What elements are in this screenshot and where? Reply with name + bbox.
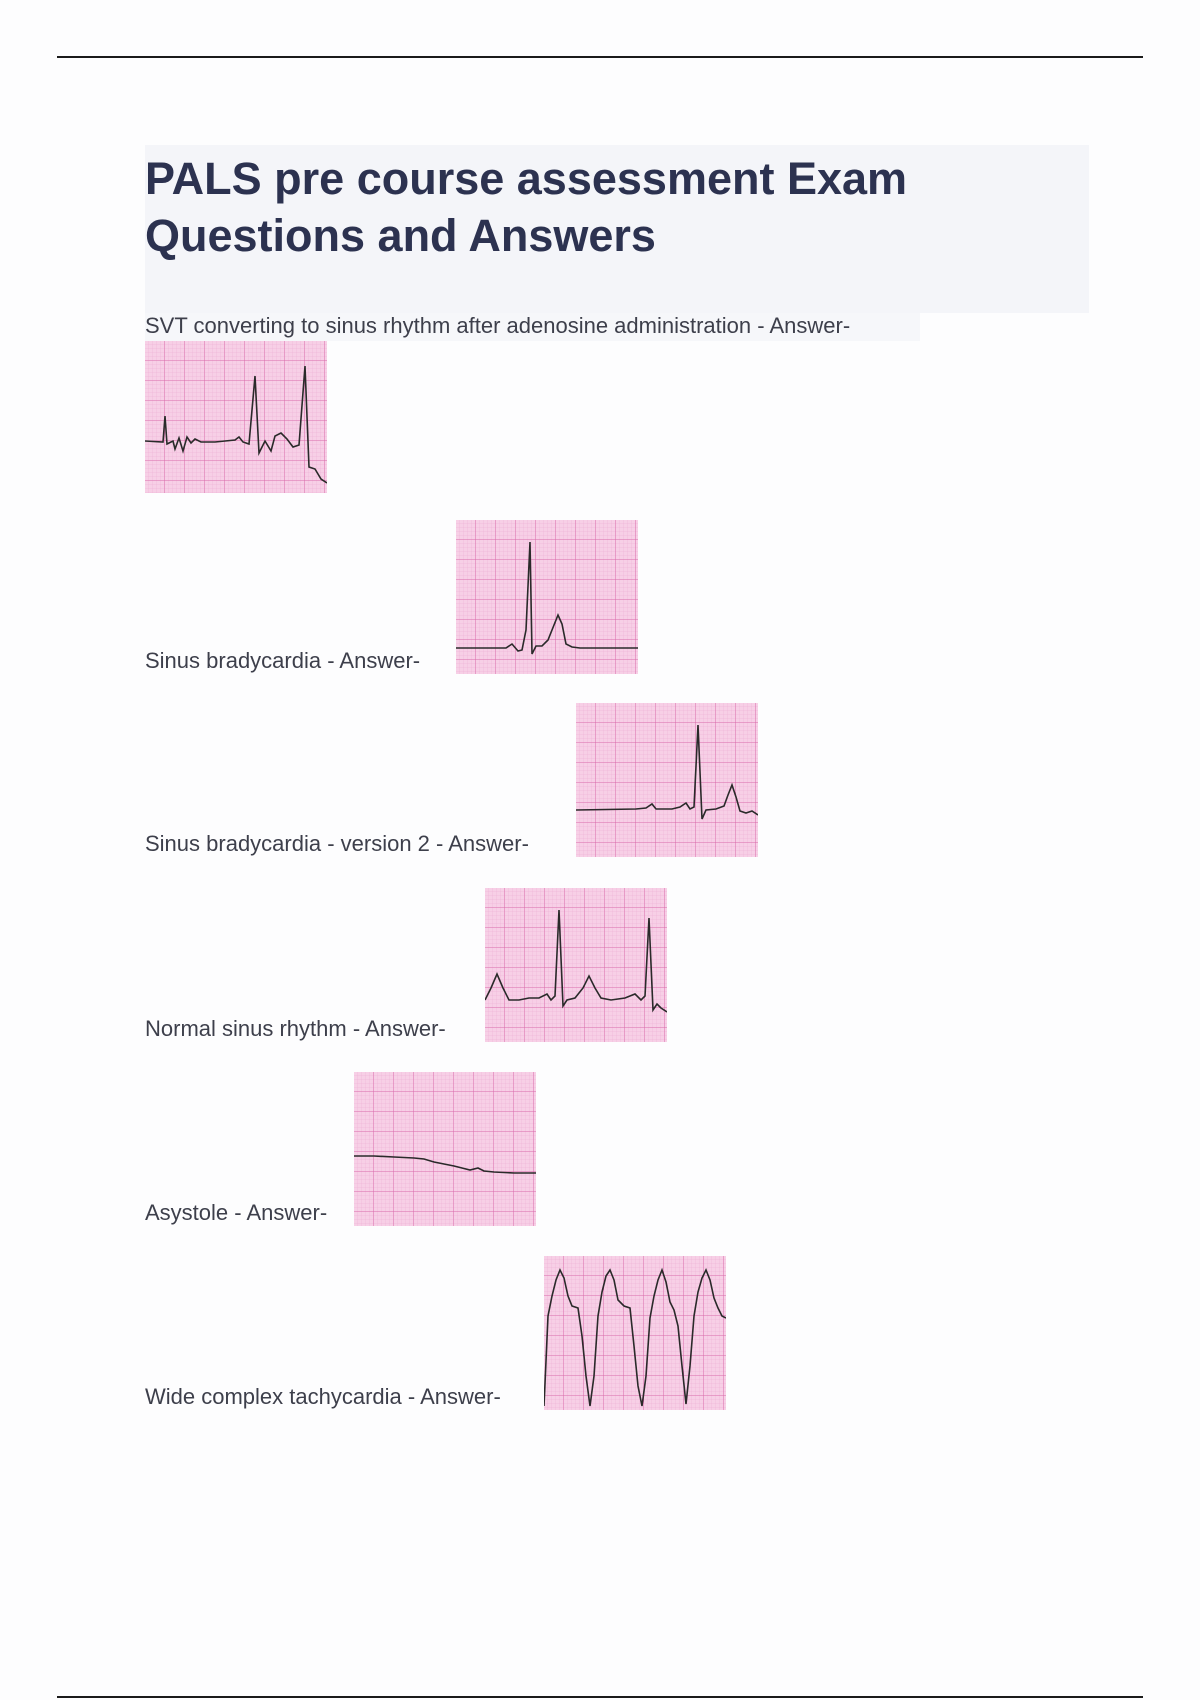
ecg-image-sinus-bradycardia: [456, 520, 638, 674]
page-title: PALS pre course assessment Exam Questions and Answers: [145, 153, 908, 261]
top-rule: [57, 56, 1143, 58]
bottom-rule: [57, 1696, 1143, 1698]
question-label: Asystole - Answer-: [145, 1200, 328, 1225]
question-label: SVT converting to sinus rhythm after adenosine administration - Answer-: [145, 313, 851, 338]
ecg-image-svt-to-sinus: [145, 341, 327, 493]
question-label: Wide complex tachycardia - Answer-: [145, 1384, 501, 1409]
question-label: Sinus bradycardia - version 2 - Answer-: [145, 831, 529, 856]
title-box: [145, 145, 1089, 313]
question-label: Normal sinus rhythm - Answer-: [145, 1016, 446, 1041]
ecg-image-normal-sinus: [485, 888, 667, 1042]
ecg-image-asystole: [354, 1072, 536, 1226]
ecg-image-wide-complex-tachycardia: [544, 1256, 726, 1410]
question-label: Sinus bradycardia - Answer-: [145, 648, 421, 673]
ecg-image-sinus-bradycardia-v2: [576, 703, 758, 857]
